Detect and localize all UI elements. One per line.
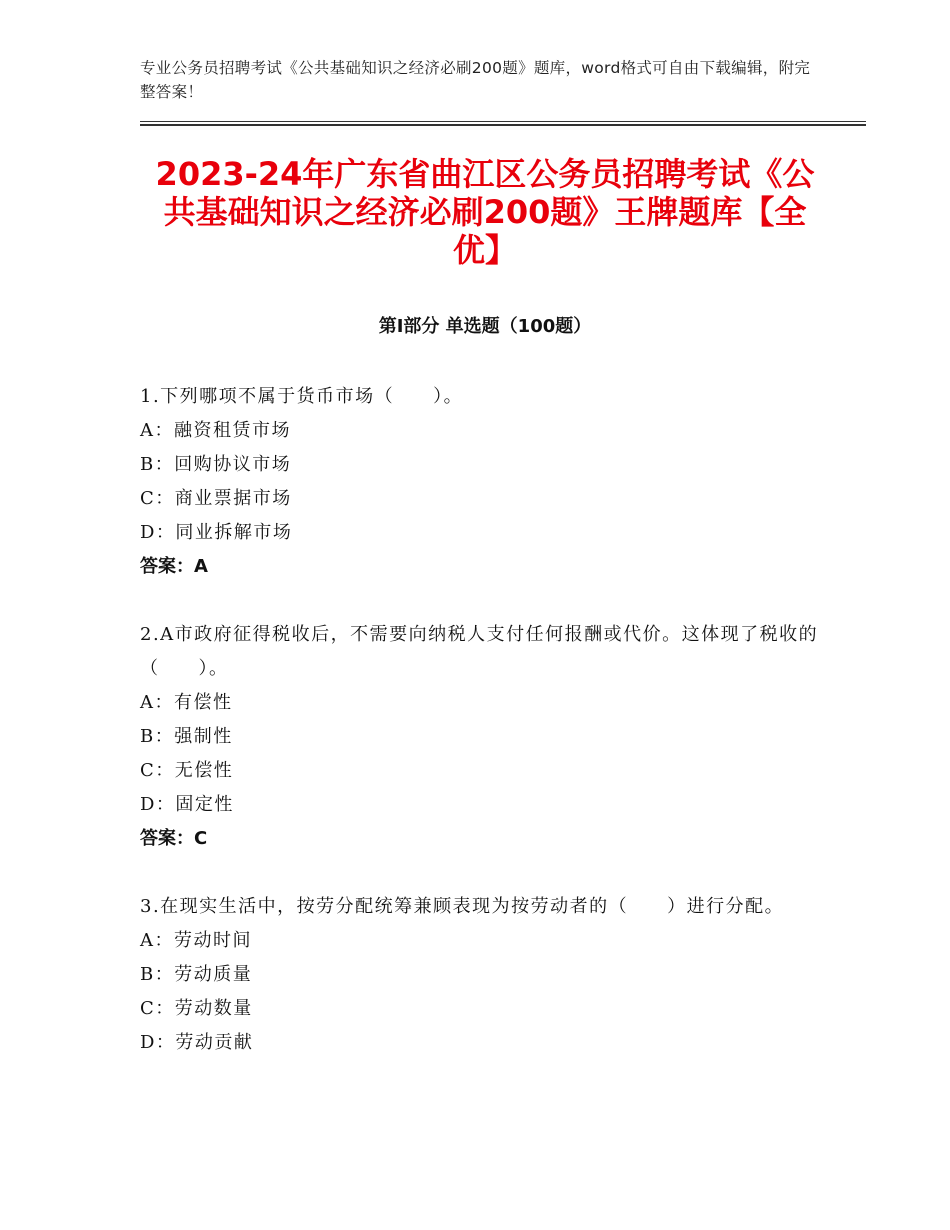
option-a: A：劳动时间 [140, 930, 252, 951]
option-b: B：劳动质量 [140, 964, 253, 985]
document-title: 2023-24年广东省曲江区公务员招聘考试《公共基础知识之经济必刷200题》王牌题库【全优】 [155, 155, 815, 269]
answer: 答案：A [140, 556, 208, 577]
question-stem: 3.在现实生活中，按劳分配统筹兼顾表现为按劳动者的（ ）进行分配。 [140, 896, 785, 917]
option-d: D：固定性 [140, 794, 234, 815]
option-c: C：商业票据市场 [140, 488, 292, 509]
question-stem: 1.下列哪项不属于货币市场（ ）。 [140, 386, 464, 407]
option-a: A：融资租赁市场 [140, 420, 291, 441]
question-2 [140, 618, 820, 856]
option-b: B：强制性 [140, 726, 233, 747]
header-note: 专业公务员招聘考试《公共基础知识之经济必刷200题》题库，word格式可自由下载编辑，附完整答案！ [140, 59, 811, 101]
option-c: C：劳动数量 [140, 998, 253, 1019]
option-a: A：有偿性 [140, 692, 233, 713]
section-title: 第Ⅰ部分 单选题（100题） [378, 316, 592, 337]
option-d: D：同业拆解市场 [140, 522, 293, 543]
option-c: C：无偿性 [140, 760, 234, 781]
option-d: D：劳动贡献 [140, 1032, 254, 1053]
header-divider-thin [140, 121, 866, 122]
question-1 [140, 380, 820, 584]
question-list [140, 380, 820, 1094]
answer: 答案：C [140, 828, 208, 849]
question-3 [140, 890, 820, 1060]
question-stem: 2.A市政府征得税收后，不需要向纳税人支付任何报酬或代价。这体现了税收的（ ）。 [140, 624, 819, 679]
option-b: B：回购协议市场 [140, 454, 292, 475]
header-divider-thick [140, 124, 866, 126]
